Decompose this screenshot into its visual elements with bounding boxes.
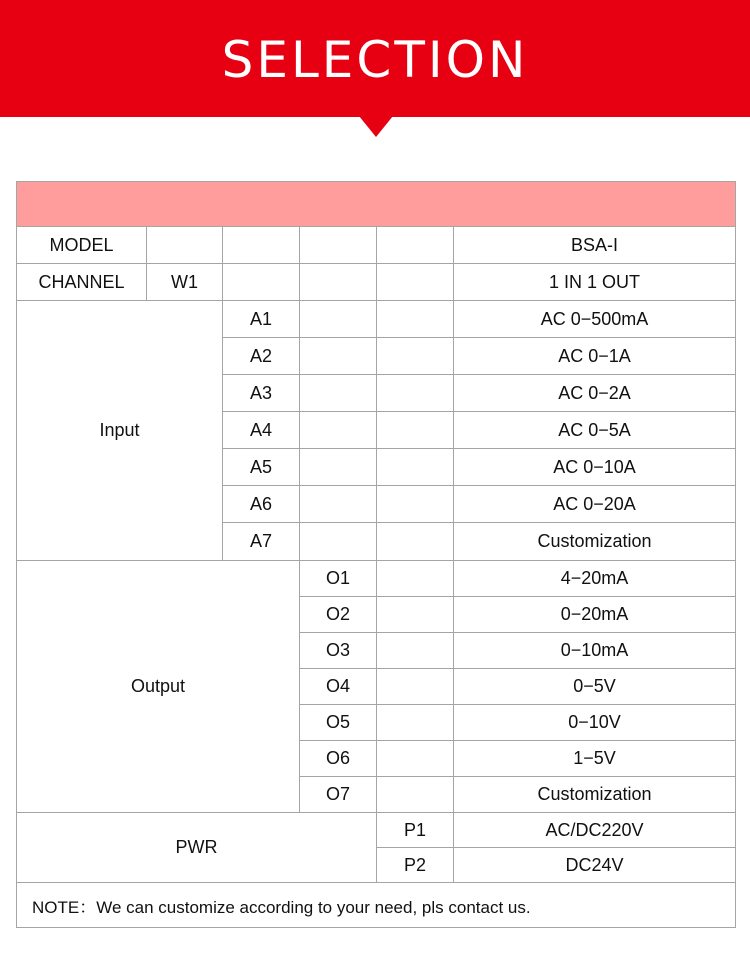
input-code: A3 [223,375,300,412]
output-code: O3 [300,633,377,669]
output-value: 0−10mA [454,633,736,669]
power-code: P2 [377,848,454,883]
empty-cell [377,633,454,669]
output-code: O6 [300,741,377,777]
empty-cell [377,523,454,561]
empty-cell [300,227,377,264]
power-label: PWR [17,813,377,883]
channel-code: W1 [147,264,223,301]
output-value: 4−20mA [454,561,736,597]
empty-cell [377,741,454,777]
power-code: P1 [377,813,454,848]
model-label: MODEL [17,227,147,264]
empty-cell [377,338,454,375]
empty-cell [377,227,454,264]
output-code: O1 [300,561,377,597]
banner-title: SELECTION [221,31,529,89]
power-value: DC24V [454,848,736,883]
empty-cell [377,264,454,301]
empty-cell [377,301,454,338]
input-code: A4 [223,412,300,449]
input-value: Customization [454,523,736,561]
empty-cell [377,412,454,449]
empty-cell [377,597,454,633]
channel-label: CHANNEL [17,264,147,301]
empty-cell [300,449,377,486]
empty-cell [377,705,454,741]
empty-cell [377,669,454,705]
output-code: O7 [300,777,377,813]
empty-cell [300,264,377,301]
input-label: Input [17,301,223,561]
input-code: A2 [223,338,300,375]
selection-table [16,181,736,928]
input-code: A6 [223,486,300,523]
output-code: O4 [300,669,377,705]
input-code: A7 [223,523,300,561]
output-value: 0−10V [454,705,736,741]
empty-cell [223,227,300,264]
note-text: NOTE：We can customize according to your need, pls contact us. [17,883,736,928]
empty-cell [377,777,454,813]
channel-value: 1 IN 1 OUT [454,264,736,301]
empty-cell [377,561,454,597]
title-banner [0,0,750,117]
channel-row [17,264,736,301]
input-code: A1 [223,301,300,338]
empty-cell [300,301,377,338]
input-value: AC 0−2A [454,375,736,412]
output-value: 0−20mA [454,597,736,633]
empty-cell [377,449,454,486]
output-row [17,561,736,597]
output-label: Output [17,561,300,813]
empty-cell [300,486,377,523]
table-header-band [17,182,736,227]
empty-cell [377,486,454,523]
output-code: O5 [300,705,377,741]
banner-arrow [359,116,393,137]
empty-cell [377,375,454,412]
input-value: AC 0−20A [454,486,736,523]
input-value: AC 0−500mA [454,301,736,338]
power-row [17,813,736,848]
output-value: 1−5V [454,741,736,777]
header-band-cell [17,182,736,227]
output-value: Customization [454,777,736,813]
empty-cell [223,264,300,301]
output-value: 0−5V [454,669,736,705]
empty-cell [300,375,377,412]
empty-cell [147,227,223,264]
input-row [17,301,736,338]
power-value: AC/DC220V [454,813,736,848]
model-value: BSA-I [454,227,736,264]
empty-cell [300,412,377,449]
input-code: A5 [223,449,300,486]
empty-cell [300,338,377,375]
input-value: AC 0−10A [454,449,736,486]
model-row [17,227,736,264]
empty-cell [300,523,377,561]
input-value: AC 0−5A [454,412,736,449]
output-code: O2 [300,597,377,633]
note-row [17,883,736,928]
input-value: AC 0−1A [454,338,736,375]
